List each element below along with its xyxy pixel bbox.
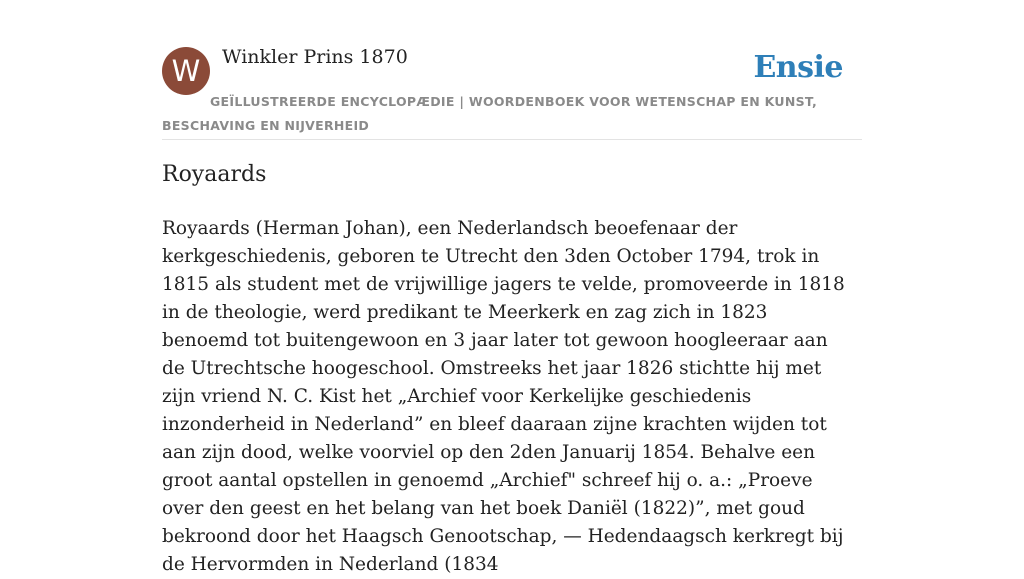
header — [162, 46, 862, 140]
ensie-logo-link[interactable]: Ensie — [753, 50, 843, 85]
source-avatar[interactable]: W — [162, 47, 210, 95]
source-subtitle: GEÏLLUSTREERDE ENCYCLOPÆDIE | WOORDENBOEK VOOR WETENSCHAP EN KUNST, BESCHAVING EN NIJVERHEID — [162, 94, 818, 133]
article-title: Royaards — [162, 162, 267, 187]
source-title-link[interactable]: Winkler Prins 1870 — [222, 46, 408, 68]
article-body: Royaards (Herman Johan), een Nederlandsch beoefenaar der kerkgeschiedenis, geboren te Utrecht den 3den October 1794, trok in 1815 als student met de vrijwillige jagers te velde, promoveerde in 1818 in de theologie, werd predikant te Meerkerk en zag zich in 1823 benoemd tot buitengewoon en 3 jaar later tot gewoon hoogleeraar aan de Utrechtsche hoogeschool. Omstreeks het jaar 1826 stichtte hij met zijn vriend N. C. Kist het „Archief voor Kerkelijke geschiedenis inzonderheid in Nederland” en bleef daaraan zijne krachten wijden tot aan zijn dood, welke voorviel op den 2den Januarij 1854. Behalve een groot aantal opstellen in genoemd „Archief" schreef hij o. a.: „Proeve over den geest en het belang van het boek Daniël (1822)”, met goud bekroond door het Haagsch Genootschap, — Hedendaagsch kerkregt bij de Hervormden in Nederland (1834 — [162, 218, 845, 575]
